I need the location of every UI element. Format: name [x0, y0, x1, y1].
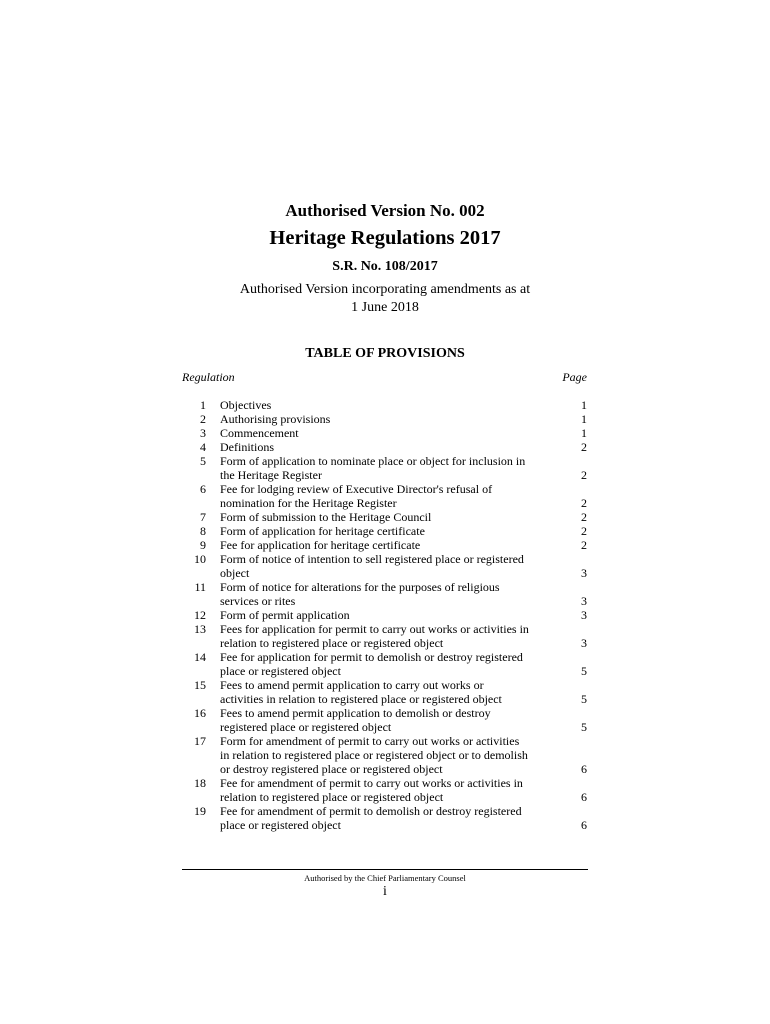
toc-entry-number: 16: [194, 706, 206, 720]
amendment-note-line: Authorised Version incorporating amendments as at: [239, 282, 531, 297]
toc-entry-page: 6: [581, 790, 587, 804]
toc-heading: TABLE OF PROVISIONS: [305, 346, 465, 361]
toc-entry-number: 14: [194, 650, 206, 664]
toc-entry-title-line: Form of notice for alterations for the purposes of religious: [220, 580, 500, 594]
toc-entry-title-line: Fees to amend permit application to carry out works or: [220, 678, 484, 692]
toc-entry-title-line: Objectives: [220, 398, 272, 412]
toc-entry-page: 3: [581, 594, 587, 608]
toc-entry-title-line: Form of permit application: [220, 608, 350, 622]
toc-entry-title-line: registered place or registered object: [220, 720, 392, 734]
toc-entry-page: 2: [581, 524, 587, 538]
toc-entry-page: 1: [581, 412, 587, 426]
toc-entry-title-line: Form for amendment of permit to carry out works or activities: [220, 734, 520, 748]
toc-entry-title: [220, 678, 554, 706]
toc-entry-page: 3: [581, 608, 587, 622]
document-title: Heritage Regulations 2017: [269, 227, 501, 249]
toc-entry-title: [220, 776, 554, 804]
toc-entry-page: 2: [581, 510, 587, 524]
toc-entry: [182, 580, 587, 608]
toc-entry: [182, 510, 587, 524]
footer-authorised-by: Authorised by the Chief Parliamentary Counsel: [304, 873, 466, 883]
toc-entry-title: [220, 804, 554, 832]
toc-entry-title-line: relation to registered place or registered object: [220, 636, 444, 650]
authorised-version-number: Authorised Version No. 002: [285, 201, 485, 220]
toc-entry-page: 1: [581, 426, 587, 440]
toc-entry-title-line: Definitions: [220, 440, 274, 454]
toc-entry-title-line: activities in relation to registered place or registered object: [220, 692, 502, 706]
toc-entry: [182, 538, 587, 552]
toc-entry-title-line: Commencement: [220, 426, 299, 440]
toc-entry-title: [220, 426, 554, 440]
amendment-note-line: 1 June 2018: [351, 300, 419, 315]
toc-entry-title-line: object: [220, 566, 250, 580]
toc-entry-title-line: Fees to amend permit application to demolish or destroy: [220, 706, 491, 720]
toc-entry-page: 3: [581, 636, 587, 650]
toc-entry-title-line: in relation to registered place or registered object or to demolish: [220, 748, 528, 762]
toc-entry: [182, 622, 587, 650]
toc-entry-number: 18: [194, 776, 206, 790]
toc-entry-number: 8: [200, 524, 206, 538]
statutory-rule-number: S.R. No. 108/2017: [332, 259, 438, 274]
toc-entry: [182, 552, 587, 580]
toc-entry-page: 2: [581, 496, 587, 510]
toc-list: [182, 398, 587, 832]
toc-entry: [182, 734, 587, 776]
toc-entry-number: 13: [194, 622, 206, 636]
toc-entry: [182, 776, 587, 804]
toc-entry-title-line: services or rites: [220, 594, 296, 608]
toc-entry-number: 11: [194, 580, 206, 594]
toc-entry-number: 2: [200, 412, 206, 426]
toc-entry-title-line: or destroy registered place or registered object: [220, 762, 443, 776]
toc-entry: [182, 678, 587, 706]
amendment-note: [0, 281, 770, 317]
toc-entry-page: 2: [581, 538, 587, 552]
toc-entry: [182, 608, 587, 622]
toc-entry: [182, 524, 587, 538]
toc-entry-title: [220, 510, 554, 524]
toc-entry-page: 3: [581, 566, 587, 580]
toc-entry-page: 2: [581, 468, 587, 482]
toc-entry-title-line: Fee for application for permit to demolish or destroy registered: [220, 650, 523, 664]
toc-entry-number: 1: [200, 398, 206, 412]
toc-entry-page: 6: [581, 818, 587, 832]
toc-entry-title: [220, 412, 554, 426]
toc-entry-title: [220, 398, 554, 412]
toc-entry-number: 3: [200, 426, 206, 440]
toc-entry-title-line: Authorising provisions: [220, 412, 331, 426]
toc-column-page: Page: [562, 370, 587, 384]
toc-entry-number: 6: [200, 482, 206, 496]
toc-entry-page: 2: [581, 440, 587, 454]
toc-entry-title: [220, 650, 554, 678]
toc-entry-title: [220, 552, 554, 580]
toc-entry-number: 5: [200, 454, 206, 468]
toc-entry-page: 6: [581, 762, 587, 776]
toc-entry-title-line: Form of application for heritage certificate: [220, 524, 425, 538]
toc-entry-title: [220, 608, 554, 622]
toc-entry-title-line: Fees for application for permit to carry out works or activities in: [220, 622, 529, 636]
toc-entry-page: 5: [581, 692, 587, 706]
toc-entry-number: 9: [200, 538, 206, 552]
toc-entry-title: [220, 440, 554, 454]
toc-entry: [182, 804, 587, 832]
toc-entry-page: 5: [581, 720, 587, 734]
toc-entry-title-line: nomination for the Heritage Register: [220, 496, 397, 510]
toc-entry-number: 17: [194, 734, 206, 748]
toc-entry-title-line: Fee for lodging review of Executive Director's refusal of: [220, 482, 493, 496]
page-folio: i: [383, 884, 387, 899]
toc-entry-title-line: place or registered object: [220, 664, 341, 678]
toc-entry: [182, 482, 587, 510]
toc-entry-title-line: Form of application to nominate place or object for inclusion in: [220, 454, 526, 468]
toc-entry-title-line: Fee for application for heritage certificate: [220, 538, 421, 552]
toc-entry: [182, 650, 587, 678]
toc-entry-number: 7: [200, 510, 206, 524]
toc-entry-title: [220, 524, 554, 538]
toc-entry-title: [220, 454, 554, 482]
toc-entry: [182, 706, 587, 734]
toc-entry-page: 5: [581, 664, 587, 678]
footer-divider: [182, 869, 588, 870]
toc-entry-title: [220, 580, 554, 608]
toc-entry-title: [220, 482, 554, 510]
toc-entry-number: 12: [194, 608, 206, 622]
toc-entry-number: 15: [194, 678, 206, 692]
toc-entry-title-line: the Heritage Register: [220, 468, 322, 482]
toc-entry: [182, 426, 587, 440]
toc-entry-title-line: Fee for amendment of permit to demolish or destroy registered: [220, 804, 522, 818]
toc-entry-number: 10: [194, 552, 206, 566]
toc-entry-number: 4: [200, 440, 206, 454]
toc-entry-title: [220, 706, 554, 734]
toc-entry-title-line: place or registered object: [220, 818, 341, 832]
toc-entry-title: [220, 538, 554, 552]
toc-entry-title-line: Form of submission to the Heritage Council: [220, 510, 432, 524]
toc-entry: [182, 412, 587, 426]
toc-entry: [182, 454, 587, 482]
toc-entry-title-line: Form of notice of intention to sell registered place or registered: [220, 552, 524, 566]
toc-entry-page: 1: [581, 398, 587, 412]
toc-entry-title-line: relation to registered place or registered object: [220, 790, 444, 804]
toc-entry-title: [220, 622, 554, 650]
toc-entry-number: 19: [194, 804, 206, 818]
toc-column-regulation: Regulation: [182, 370, 235, 384]
toc-entry-title: [220, 734, 554, 776]
toc-entry-title-line: Fee for amendment of permit to carry out works or activities in: [220, 776, 523, 790]
toc-entry: [182, 440, 587, 454]
toc-entry: [182, 398, 587, 412]
